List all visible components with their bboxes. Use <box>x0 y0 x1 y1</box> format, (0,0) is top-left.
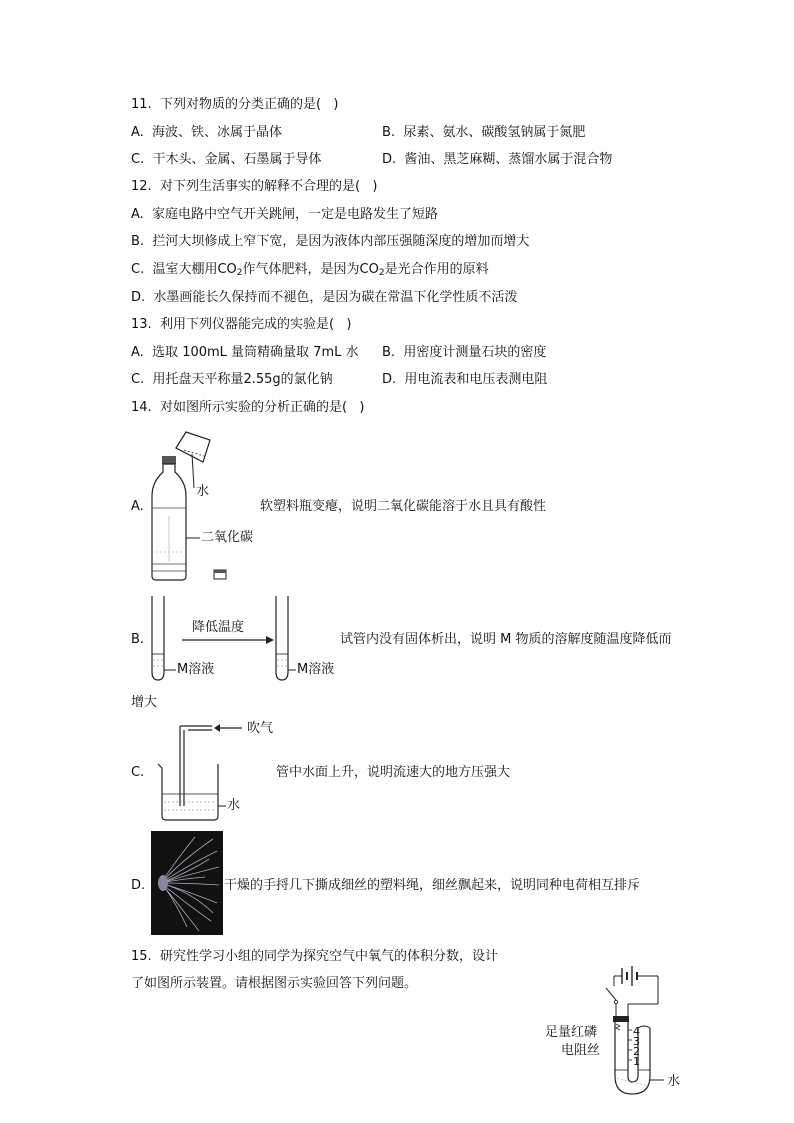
q15-stem-cont: 了如图所示装置。请根据图示实验回答下列问题。 <box>131 976 418 991</box>
scale-mark-4: 4 <box>633 1025 640 1038</box>
q12-stem: 12. 对下列生活事实的解释不合理的是( ) <box>131 179 378 194</box>
beaker-water-label: 水 <box>227 798 241 813</box>
q13-option-c[interactable]: C. 用托盘天平称量2.55g的氯化钠 <box>131 372 333 387</box>
q15-stem: 15. 研究性学习小组的同学为探究空气中氧气的体积分数，设计 <box>131 949 498 964</box>
q13-option-b[interactable]: B. 用密度计测量石块的密度 <box>382 345 547 360</box>
q14-option-a-letter[interactable]: A. <box>131 499 144 514</box>
q11-stem: 11. 下列对物质的分类正确的是( ) <box>131 97 339 112</box>
q12-option-b[interactable]: B. 拦河大坝修成上窄下宽，是因为液体内部压强随深度的增加而增大 <box>131 234 530 249</box>
q14-option-b-letter[interactable]: B. <box>131 632 145 647</box>
bottle-figure <box>148 426 268 584</box>
scale-mark-1: 1 <box>633 1055 640 1068</box>
red-phosphorus-label: 足量红磷 <box>545 1025 598 1040</box>
q12-option-c-mid: 作气体肥料，是因为CO <box>242 262 379 277</box>
q12-option-c-post: 是光合作用的原料 <box>384 262 489 277</box>
q13-stem: 13. 利用下列仪器能完成的实验是( ) <box>131 317 352 332</box>
q12-option-a[interactable]: A. 家庭电路中空气开关跳闸，一定是电路发生了短路 <box>131 207 439 222</box>
scale-mark-3: 3 <box>633 1035 640 1048</box>
q12-option-c-pre: C. 温室大棚用CO <box>131 262 237 277</box>
q14-option-d-letter[interactable]: D. <box>131 878 146 893</box>
bottle-water-label: 水 <box>196 484 210 499</box>
q14-option-b-text: 试管内没有固体析出，说明 M 物质的溶解度随温度降低而 <box>340 632 672 647</box>
blow-label: 吹气 <box>247 721 274 736</box>
q13-option-a[interactable]: A. 选取 100mL 量筒精确量取 7mL 水 <box>131 345 359 360</box>
q11-option-c[interactable]: C. 干木头、金属、石墨属于导体 <box>131 152 322 167</box>
tube2-label: M溶液 <box>297 662 335 677</box>
q14-stem: 14. 对如图所示实验的分析正确的是( ) <box>131 400 365 415</box>
apparatus-water-label: 水 <box>667 1074 681 1089</box>
q12-option-d[interactable]: D. 水墨画能长久保持而不褪色，是因为碳在常温下化学性质不活泼 <box>131 290 518 305</box>
q14-option-c-letter[interactable]: C. <box>131 765 145 780</box>
subscript: 2 <box>236 268 243 278</box>
q14-option-c-text: 管中水面上升，说明流速大的地方压强大 <box>276 765 511 780</box>
q11-option-d[interactable]: D. 酱油、黑芝麻糊、蒸馏水属于混合物 <box>382 152 613 167</box>
plastic-strands-photo <box>151 831 223 935</box>
q12-option-c[interactable] <box>131 261 489 282</box>
q14-option-a-text: 软塑料瓶变瘪，说明二氧化碳能溶于水且具有酸性 <box>260 499 547 514</box>
q14-option-d-text: 干燥的手捋几下撕成细丝的塑料绳，细丝飘起来，说明同种电荷相互排斥 <box>224 878 641 893</box>
tube1-label: M溶液 <box>177 662 215 677</box>
subscript: 2 <box>378 268 385 278</box>
q11-option-a[interactable]: A. 海波、铁、冰属于晶体 <box>131 125 283 140</box>
scale-mark-2: 2 <box>633 1045 640 1058</box>
bottle-co2-label: 二氧化碳 <box>201 530 254 545</box>
resistance-wire-label: 电阻丝 <box>561 1043 601 1058</box>
q11-option-b[interactable]: B. 尿素、氨水、碳酸氢钠属于氮肥 <box>382 125 586 140</box>
test-tube-figure <box>148 592 308 684</box>
arrow-label: 降低温度 <box>192 620 245 635</box>
q14-option-b-text-cont: 增大 <box>131 695 158 710</box>
q13-option-d[interactable]: D. 用电流表和电压表测电阻 <box>382 372 548 387</box>
